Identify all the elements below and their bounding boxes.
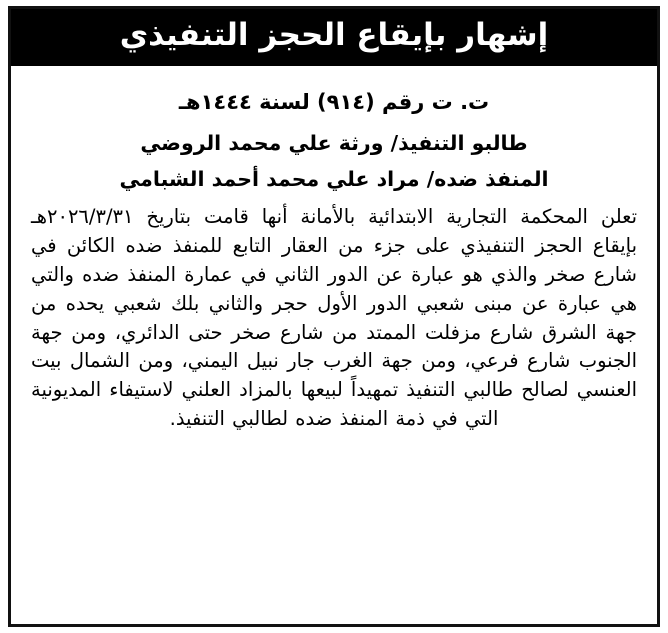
- ad-body-paragraph: تعلن المحكمة التجارية الابتدائية بالأمانة أنها قامت بتاريخ ٢٠٢٦/٣/٣١هـ بإيقاع الحجز التنفيذي على جزء من العقار التابع للمنفذ ضده الكائن في شارع صخر والذي هو عبارة عن الدور الثاني في عمارة المنفذ ضده والتي هي عبارة عن مبنى شعبي الدور الأول حجر والثاني بلك شعبي يحده من جهة الشرق شارع مزفلت الممتد من شارع صخر حتى الدائري، ومن جهة الجنوب شارع فرعي، ومن جهة الغرب جار نبيل اليمني، ومن الشمال بيت العنسي لصالح طالبي التنفيذ تمهيداً لبيعها بالمزاد العلني لاستيفاء المديونية التي في ذمة المنفذ ضده لطالبي التنفيذ.: [31, 205, 637, 431]
- party-executors: طالبو التنفيذ/ ورثة علي محمد الروضي: [140, 130, 528, 155]
- ad-body-text: [29, 203, 639, 434]
- party-defendant: المنفذ ضده/ مراد علي محمد أحمد الشبامي: [119, 167, 549, 192]
- ad-body-area: [11, 66, 657, 624]
- ad-title-bar: [11, 9, 657, 66]
- ad-title: إشهار بإيقاع الحجز التنفيذي: [119, 17, 549, 53]
- ad-frame: [8, 6, 660, 627]
- case-number: ت. ت رقم (٩١٤) لسنة ١٤٤٤هـ: [178, 89, 490, 114]
